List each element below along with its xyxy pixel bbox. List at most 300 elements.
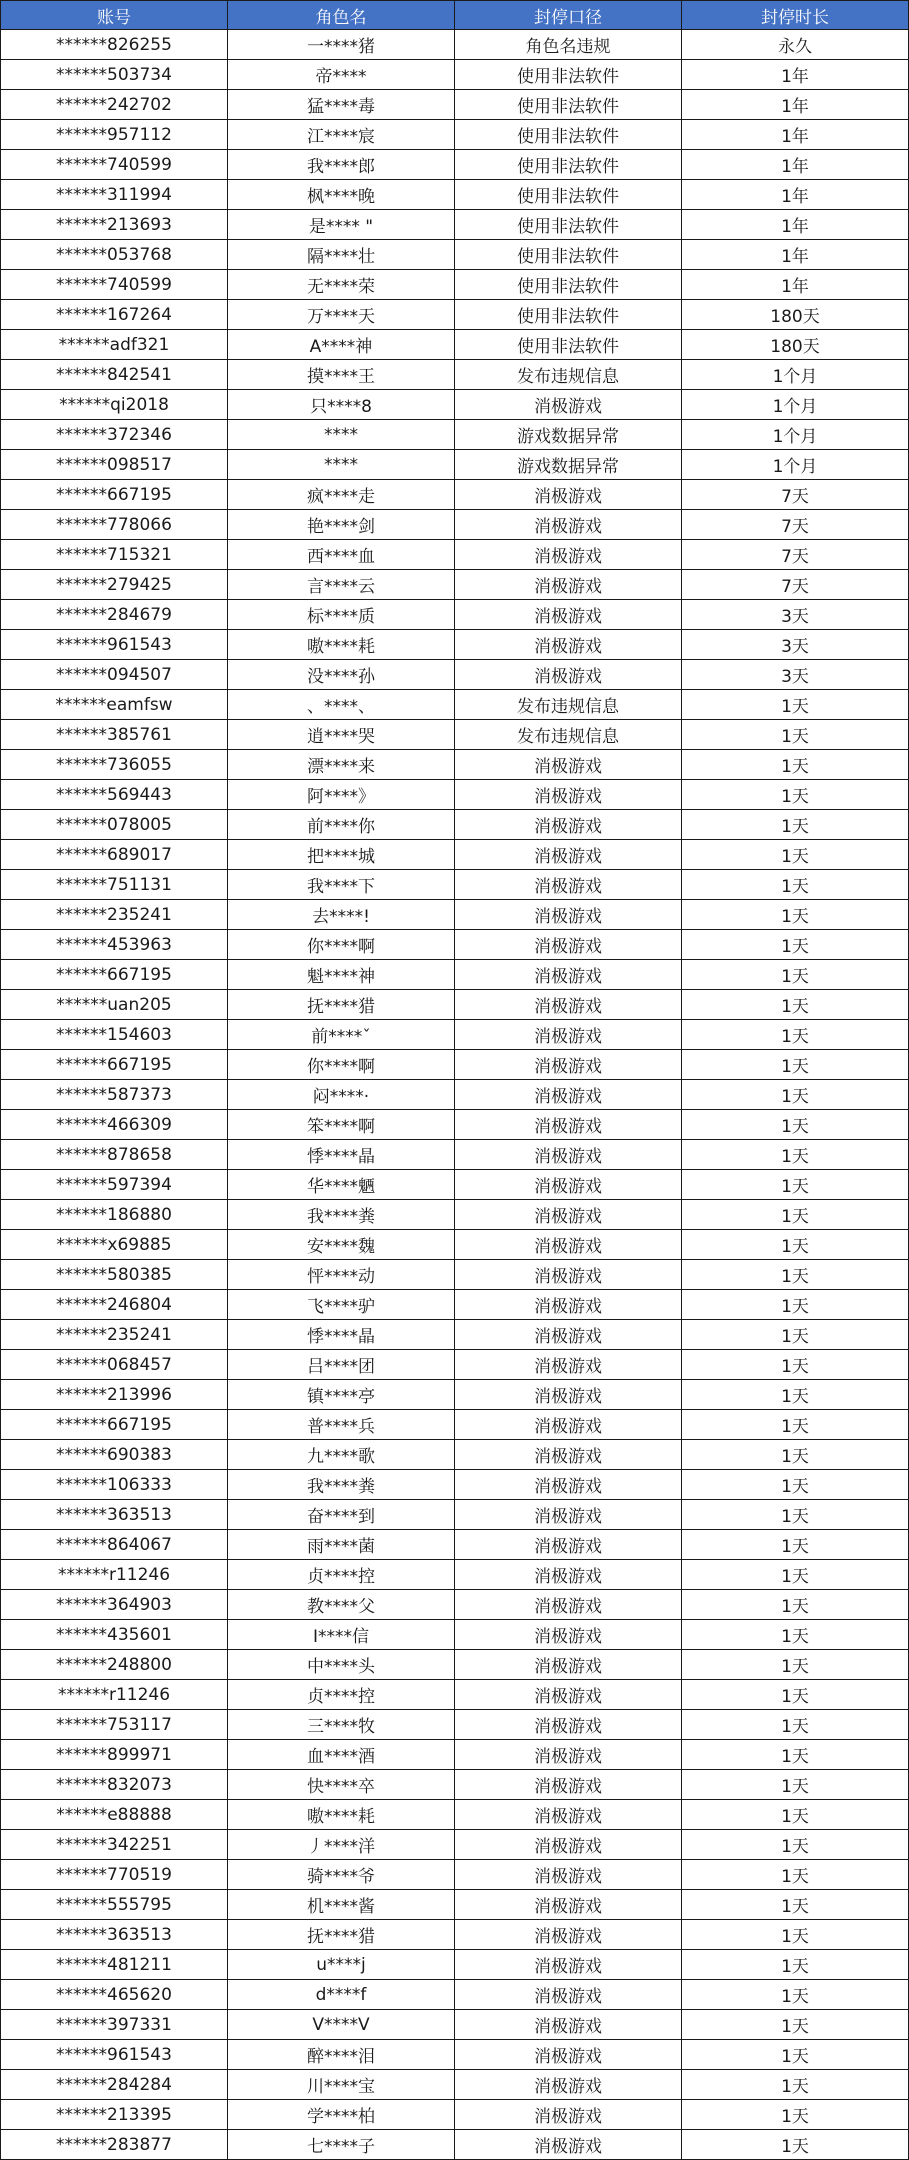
cell-account: ******363513 (1, 1920, 228, 1950)
cell-ban-reason: 消极游戏 (455, 390, 682, 420)
cell-account: ******094507 (1, 660, 228, 690)
table-row (1, 390, 909, 420)
cell-ban-duration: 3天 (682, 660, 909, 690)
cell-account: ******uan205 (1, 990, 228, 1020)
cell-ban-reason: 发布违规信息 (455, 360, 682, 390)
cell-ban-reason: 消极游戏 (455, 1380, 682, 1410)
cell-account: ******667195 (1, 1410, 228, 1440)
cell-account: ******167264 (1, 300, 228, 330)
table-row (1, 2010, 909, 2040)
cell-ban-reason: 消极游戏 (455, 960, 682, 990)
cell-role-name: 血****酒 (228, 1740, 455, 1770)
cell-ban-duration: 1天 (682, 1410, 909, 1440)
cell-account: ******481211 (1, 1950, 228, 1980)
table-row (1, 1560, 909, 1590)
cell-role-name: 七****子 (228, 2130, 455, 2160)
cell-role-name: 奋****到 (228, 1500, 455, 1530)
cell-ban-reason: 发布违规信息 (455, 690, 682, 720)
cell-ban-reason: 消极游戏 (455, 1620, 682, 1650)
cell-role-name: **** (228, 450, 455, 480)
cell-account: ******569443 (1, 780, 228, 810)
cell-role-name: 、****、 (228, 690, 455, 720)
cell-account: ******555795 (1, 1890, 228, 1920)
cell-ban-duration: 1年 (682, 120, 909, 150)
cell-ban-duration: 7天 (682, 540, 909, 570)
cell-ban-reason: 游戏数据异常 (455, 420, 682, 450)
cell-ban-reason: 消极游戏 (455, 840, 682, 870)
table-row (1, 1020, 909, 1050)
cell-account: ******186880 (1, 1200, 228, 1230)
cell-account: ******961543 (1, 2040, 228, 2070)
cell-account: ******068457 (1, 1350, 228, 1380)
cell-ban-reason: 消极游戏 (455, 1530, 682, 1560)
cell-ban-reason: 消极游戏 (455, 1710, 682, 1740)
cell-account: ******826255 (1, 30, 228, 60)
cell-role-name: 飞****驴 (228, 1290, 455, 1320)
table-row (1, 1440, 909, 1470)
cell-ban-reason: 使用非法软件 (455, 300, 682, 330)
cell-ban-reason: 消极游戏 (455, 2070, 682, 2100)
table-row (1, 1500, 909, 1530)
table-row (1, 1320, 909, 1350)
cell-account: ******242702 (1, 90, 228, 120)
cell-account: ******435601 (1, 1620, 228, 1650)
cell-ban-reason: 消极游戏 (455, 1320, 682, 1350)
table-row (1, 1890, 909, 1920)
cell-ban-duration: 1天 (682, 780, 909, 810)
cell-ban-reason: 消极游戏 (455, 1140, 682, 1170)
cell-ban-duration: 180天 (682, 330, 909, 360)
header-account: 账号 (1, 1, 228, 30)
cell-role-name: 闷****· (228, 1080, 455, 1110)
table-row (1, 150, 909, 180)
cell-account: ******342251 (1, 1830, 228, 1860)
cell-account: ******283877 (1, 2130, 228, 2160)
header-role-name: 角色名 (228, 1, 455, 30)
cell-ban-reason: 消极游戏 (455, 1770, 682, 1800)
cell-account: ******364903 (1, 1590, 228, 1620)
cell-role-name: 枫****晚 (228, 180, 455, 210)
table-row (1, 660, 909, 690)
table-row (1, 120, 909, 150)
cell-ban-duration: 1天 (682, 1770, 909, 1800)
cell-role-name: 笨****啊 (228, 1110, 455, 1140)
cell-ban-duration: 1个月 (682, 360, 909, 390)
cell-role-name: 我****下 (228, 870, 455, 900)
cell-role-name: 标****质 (228, 600, 455, 630)
cell-role-name: V****V (228, 2010, 455, 2040)
cell-account: ******740599 (1, 150, 228, 180)
cell-account: ******078005 (1, 810, 228, 840)
cell-ban-duration: 1天 (682, 1980, 909, 2010)
cell-ban-duration: 1天 (682, 690, 909, 720)
cell-account: ******753117 (1, 1710, 228, 1740)
cell-account: ******r11246 (1, 1680, 228, 1710)
table-row (1, 510, 909, 540)
cell-ban-duration: 1天 (682, 900, 909, 930)
cell-ban-duration: 3天 (682, 600, 909, 630)
table-row (1, 990, 909, 1020)
table-row (1, 960, 909, 990)
cell-ban-reason: 消极游戏 (455, 870, 682, 900)
cell-ban-reason: 消极游戏 (455, 660, 682, 690)
table-row (1, 240, 909, 270)
cell-role-name: 快****卒 (228, 1770, 455, 1800)
cell-role-name: u****j (228, 1950, 455, 1980)
cell-role-name: 无****荣 (228, 270, 455, 300)
cell-ban-duration: 1天 (682, 1140, 909, 1170)
cell-account: ******284284 (1, 2070, 228, 2100)
cell-ban-reason: 消极游戏 (455, 1410, 682, 1440)
table-row (1, 1050, 909, 1080)
cell-role-name: 嗷****耗 (228, 1800, 455, 1830)
cell-account: ******580385 (1, 1260, 228, 1290)
cell-ban-duration: 1天 (682, 1650, 909, 1680)
cell-role-name: 艳****剑 (228, 510, 455, 540)
cell-ban-duration: 1天 (682, 1920, 909, 1950)
cell-role-name: 抚****猎 (228, 1920, 455, 1950)
table-row (1, 1650, 909, 1680)
cell-role-name: 普****兵 (228, 1410, 455, 1440)
cell-ban-reason: 消极游戏 (455, 1350, 682, 1380)
cell-ban-reason: 消极游戏 (455, 930, 682, 960)
cell-role-name: 前****ˇ (228, 1020, 455, 1050)
cell-account: ******957112 (1, 120, 228, 150)
cell-ban-duration: 1天 (682, 1890, 909, 1920)
cell-account: ******587373 (1, 1080, 228, 1110)
cell-ban-reason: 消极游戏 (455, 1080, 682, 1110)
cell-role-name: 把****城 (228, 840, 455, 870)
cell-account: ******667195 (1, 480, 228, 510)
cell-role-name: 漂****来 (228, 750, 455, 780)
table-body (1, 30, 909, 2160)
cell-ban-reason: 消极游戏 (455, 1950, 682, 1980)
table-row (1, 690, 909, 720)
cell-ban-reason: 消极游戏 (455, 780, 682, 810)
cell-ban-duration: 1天 (682, 1530, 909, 1560)
cell-ban-reason: 消极游戏 (455, 900, 682, 930)
header-ban-reason: 封停口径 (455, 1, 682, 30)
cell-ban-reason: 消极游戏 (455, 540, 682, 570)
cell-account: ******adf321 (1, 330, 228, 360)
cell-ban-duration: 7天 (682, 510, 909, 540)
table-row (1, 450, 909, 480)
table-row (1, 1260, 909, 1290)
cell-role-name: 我****郎 (228, 150, 455, 180)
cell-role-name: 江****宸 (228, 120, 455, 150)
cell-role-name: 疯****走 (228, 480, 455, 510)
table-row (1, 300, 909, 330)
cell-account: ******213395 (1, 2100, 228, 2130)
cell-ban-reason: 使用非法软件 (455, 330, 682, 360)
cell-role-name: 悸****晶 (228, 1140, 455, 1170)
cell-role-name: 贞****控 (228, 1560, 455, 1590)
cell-role-name: 学****柏 (228, 2100, 455, 2130)
cell-ban-reason: 消极游戏 (455, 1260, 682, 1290)
cell-ban-duration: 永久 (682, 30, 909, 60)
cell-ban-duration: 1天 (682, 750, 909, 780)
cell-ban-reason: 消极游戏 (455, 600, 682, 630)
cell-ban-reason: 消极游戏 (455, 1680, 682, 1710)
cell-ban-reason: 消极游戏 (455, 1170, 682, 1200)
cell-account: ******503734 (1, 60, 228, 90)
cell-ban-reason: 消极游戏 (455, 2040, 682, 2070)
cell-account: ******715321 (1, 540, 228, 570)
table-row (1, 1980, 909, 2010)
cell-ban-reason: 消极游戏 (455, 570, 682, 600)
cell-ban-duration: 1天 (682, 1830, 909, 1860)
cell-role-name: 只****8 (228, 390, 455, 420)
cell-ban-reason: 游戏数据异常 (455, 450, 682, 480)
cell-ban-reason: 消极游戏 (455, 1920, 682, 1950)
cell-account: ******466309 (1, 1110, 228, 1140)
cell-ban-duration: 1天 (682, 2040, 909, 2070)
cell-account: ******667195 (1, 1050, 228, 1080)
table-row (1, 210, 909, 240)
table-row (1, 540, 909, 570)
cell-account: ******736055 (1, 750, 228, 780)
cell-role-name: 醉****泪 (228, 2040, 455, 2070)
cell-role-name: d****f (228, 1980, 455, 2010)
table-row (1, 30, 909, 60)
cell-ban-reason: 消极游戏 (455, 1470, 682, 1500)
table-row (1, 1470, 909, 1500)
table-row (1, 1590, 909, 1620)
cell-role-name: 抚****猎 (228, 990, 455, 1020)
table-row (1, 330, 909, 360)
cell-role-name: 西****血 (228, 540, 455, 570)
table-row (1, 1800, 909, 1830)
cell-ban-duration: 1天 (682, 2070, 909, 2100)
cell-account: ******372346 (1, 420, 228, 450)
table-row (1, 1140, 909, 1170)
cell-account: ******751131 (1, 870, 228, 900)
cell-account: ******213996 (1, 1380, 228, 1410)
cell-ban-duration: 1天 (682, 1200, 909, 1230)
cell-role-name: 安****魏 (228, 1230, 455, 1260)
cell-account: ******235241 (1, 900, 228, 930)
table-row (1, 420, 909, 450)
table-row (1, 1170, 909, 1200)
cell-account: ******832073 (1, 1770, 228, 1800)
cell-ban-duration: 3天 (682, 630, 909, 660)
cell-ban-reason: 消极游戏 (455, 1830, 682, 1860)
cell-role-name: 机****酱 (228, 1890, 455, 1920)
cell-ban-duration: 1天 (682, 720, 909, 750)
cell-ban-reason: 使用非法软件 (455, 120, 682, 150)
table-row (1, 1410, 909, 1440)
cell-account: ******x69885 (1, 1230, 228, 1260)
cell-ban-reason: 消极游戏 (455, 1650, 682, 1680)
table-row (1, 60, 909, 90)
cell-ban-reason: 消极游戏 (455, 1590, 682, 1620)
cell-role-name: 帝**** (228, 60, 455, 90)
cell-ban-duration: 1年 (682, 180, 909, 210)
table-row (1, 2040, 909, 2070)
table-row (1, 270, 909, 300)
table-row (1, 1740, 909, 1770)
cell-ban-reason: 消极游戏 (455, 2100, 682, 2130)
cell-role-name: 嗷****耗 (228, 630, 455, 660)
table-row (1, 2070, 909, 2100)
cell-ban-duration: 1年 (682, 210, 909, 240)
cell-ban-duration: 1天 (682, 870, 909, 900)
cell-account: ******106333 (1, 1470, 228, 1500)
table-row (1, 750, 909, 780)
cell-role-name: 言****云 (228, 570, 455, 600)
cell-ban-duration: 1天 (682, 1500, 909, 1530)
cell-account: ******r11246 (1, 1560, 228, 1590)
cell-ban-reason: 消极游戏 (455, 1500, 682, 1530)
table-row (1, 870, 909, 900)
cell-ban-reason: 消极游戏 (455, 1290, 682, 1320)
cell-account: ******246804 (1, 1290, 228, 1320)
table-row (1, 630, 909, 660)
cell-account: ******740599 (1, 270, 228, 300)
cell-ban-duration: 1天 (682, 840, 909, 870)
cell-ban-duration: 1年 (682, 270, 909, 300)
cell-role-name: 雨****菌 (228, 1530, 455, 1560)
cell-account: ******098517 (1, 450, 228, 480)
cell-account: ******597394 (1, 1170, 228, 1200)
cell-role-name: 华****魉 (228, 1170, 455, 1200)
cell-ban-reason: 消极游戏 (455, 1740, 682, 1770)
cell-ban-reason: 消极游戏 (455, 1800, 682, 1830)
cell-ban-reason: 消极游戏 (455, 1050, 682, 1080)
cell-ban-duration: 1天 (682, 1950, 909, 1980)
cell-ban-reason: 使用非法软件 (455, 150, 682, 180)
cell-ban-duration: 180天 (682, 300, 909, 330)
cell-role-name: 悸****晶 (228, 1320, 455, 1350)
cell-account: ******279425 (1, 570, 228, 600)
cell-account: ******778066 (1, 510, 228, 540)
table-row (1, 2130, 909, 2160)
cell-role-name: 是**** " (228, 210, 455, 240)
cell-account: ******311994 (1, 180, 228, 210)
cell-account: ******465620 (1, 1980, 228, 2010)
cell-role-name: 我****粪 (228, 1200, 455, 1230)
cell-ban-duration: 1个月 (682, 420, 909, 450)
cell-ban-duration: 1天 (682, 1800, 909, 1830)
cell-ban-duration: 1天 (682, 1110, 909, 1140)
cell-account: ******363513 (1, 1500, 228, 1530)
table-row (1, 1860, 909, 1890)
cell-ban-duration: 1天 (682, 1020, 909, 1050)
cell-ban-reason: 消极游戏 (455, 1020, 682, 1050)
table-row (1, 1230, 909, 1260)
cell-account: ******284679 (1, 600, 228, 630)
cell-ban-duration: 1年 (682, 60, 909, 90)
cell-ban-duration: 1天 (682, 1710, 909, 1740)
table-row (1, 1200, 909, 1230)
table-row (1, 180, 909, 210)
cell-ban-duration: 1天 (682, 1860, 909, 1890)
cell-ban-duration: 1个月 (682, 450, 909, 480)
cell-ban-duration: 1年 (682, 150, 909, 180)
table-row (1, 930, 909, 960)
cell-account: ******878658 (1, 1140, 228, 1170)
cell-ban-duration: 1天 (682, 960, 909, 990)
cell-ban-reason: 使用非法软件 (455, 240, 682, 270)
cell-role-name: 骑****爷 (228, 1860, 455, 1890)
table-row (1, 570, 909, 600)
cell-role-name: 你****啊 (228, 1050, 455, 1080)
cell-ban-duration: 1年 (682, 90, 909, 120)
cell-ban-reason: 消极游戏 (455, 630, 682, 660)
cell-account: ******154603 (1, 1020, 228, 1050)
cell-ban-duration: 1天 (682, 1260, 909, 1290)
cell-account: ******690383 (1, 1440, 228, 1470)
cell-ban-duration: 1天 (682, 2130, 909, 2160)
cell-account: ******453963 (1, 930, 228, 960)
cell-role-name: 中****头 (228, 1650, 455, 1680)
cell-ban-duration: 1天 (682, 1740, 909, 1770)
cell-ban-reason: 消极游戏 (455, 2010, 682, 2040)
table-row (1, 360, 909, 390)
cell-ban-duration: 1天 (682, 810, 909, 840)
table-row (1, 1530, 909, 1560)
table-row (1, 2100, 909, 2130)
cell-account: ******770519 (1, 1860, 228, 1890)
cell-ban-reason: 消极游戏 (455, 810, 682, 840)
cell-ban-duration: 1天 (682, 1620, 909, 1650)
cell-ban-duration: 1天 (682, 1320, 909, 1350)
table-row (1, 1680, 909, 1710)
cell-ban-duration: 1年 (682, 240, 909, 270)
cell-account: ******eamfsw (1, 690, 228, 720)
cell-ban-duration: 1天 (682, 2100, 909, 2130)
cell-ban-duration: 1天 (682, 1080, 909, 1110)
cell-ban-reason: 角色名违规 (455, 30, 682, 60)
cell-role-name: 教****父 (228, 1590, 455, 1620)
cell-ban-duration: 1天 (682, 1470, 909, 1500)
cell-role-name: 丿****洋 (228, 1830, 455, 1860)
table-row (1, 1710, 909, 1740)
table-row (1, 600, 909, 630)
cell-ban-duration: 1天 (682, 1680, 909, 1710)
cell-ban-duration: 1天 (682, 1170, 909, 1200)
cell-ban-duration: 1个月 (682, 390, 909, 420)
cell-account: ******248800 (1, 1650, 228, 1680)
table-row (1, 1950, 909, 1980)
cell-role-name: A****神 (228, 330, 455, 360)
cell-role-name: 魁****神 (228, 960, 455, 990)
table-row (1, 780, 909, 810)
cell-account: ******842541 (1, 360, 228, 390)
cell-ban-reason: 使用非法软件 (455, 180, 682, 210)
cell-ban-duration: 1天 (682, 1230, 909, 1260)
cell-ban-duration: 1天 (682, 1380, 909, 1410)
cell-ban-reason: 消极游戏 (455, 1230, 682, 1260)
cell-ban-reason: 使用非法软件 (455, 90, 682, 120)
cell-ban-reason: 消极游戏 (455, 990, 682, 1020)
cell-ban-duration: 1天 (682, 1590, 909, 1620)
cell-ban-duration: 7天 (682, 480, 909, 510)
table-row (1, 1380, 909, 1410)
cell-role-name: 三****牧 (228, 1710, 455, 1740)
cell-ban-duration: 1天 (682, 1350, 909, 1380)
cell-ban-reason: 消极游戏 (455, 510, 682, 540)
cell-ban-reason: 发布违规信息 (455, 720, 682, 750)
cell-role-name: 隔****壮 (228, 240, 455, 270)
cell-account: ******864067 (1, 1530, 228, 1560)
table-row (1, 840, 909, 870)
cell-ban-reason: 消极游戏 (455, 1890, 682, 1920)
cell-account: ******899971 (1, 1740, 228, 1770)
table-row (1, 90, 909, 120)
table-row (1, 900, 909, 930)
table-row (1, 1110, 909, 1140)
